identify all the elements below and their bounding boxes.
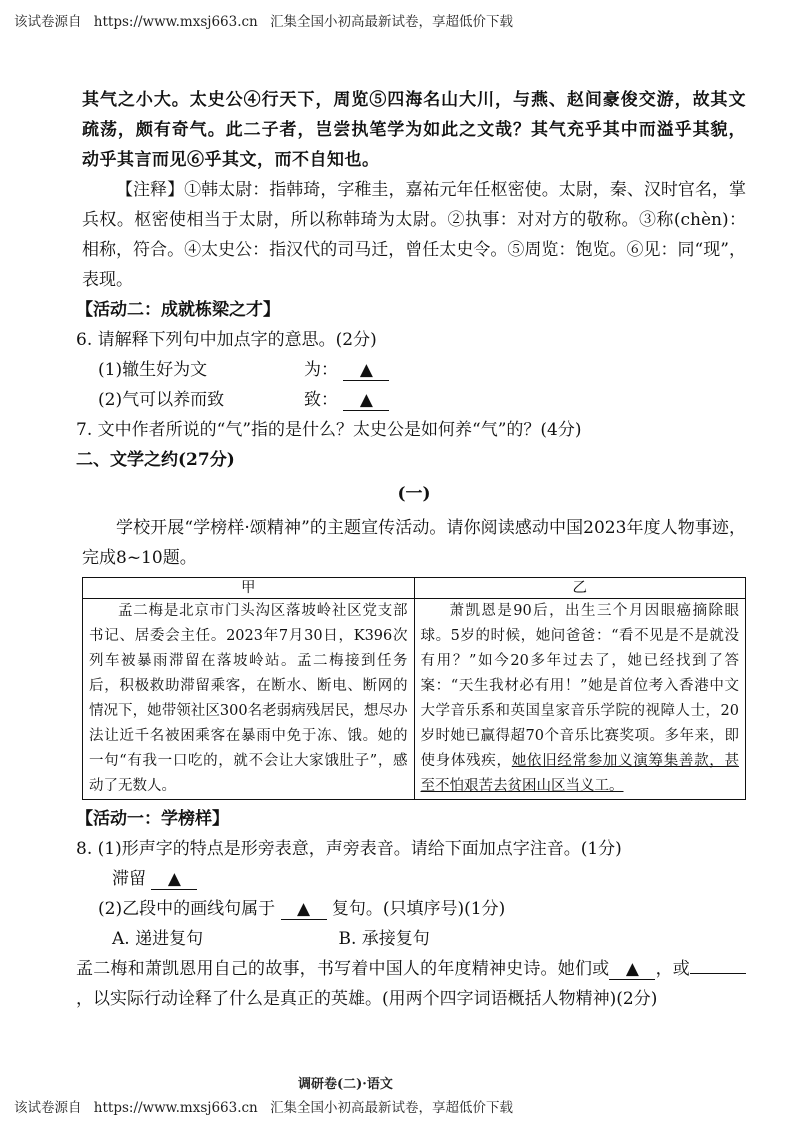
q6-item-1	[82, 355, 746, 385]
watermark-source: 该试卷源自	[14, 14, 82, 30]
table-cell-a: 孟二梅是北京市门头沟区落坡岭社区党支部书记、居委会主任。2023年7月30日，K396次列车被暴雨滞留在落坡岭站。孟二梅接到任务后，积极救助滞留乘客，在断水、断电、断网的情况下，她带领社区300名老弱病残居民，想尽办法让近千名被困乘客在暴雨中免于冻、饿。她的一句“有我一口吃的，就不会让大家饿肚子”，感动了无数人。	[83, 599, 415, 800]
q6-item-1-blank[interactable]: ▲	[343, 360, 389, 381]
watermark-slogan: 汇集全国小初高最新试卷，享超低价下载	[270, 1100, 514, 1116]
q6-item-2-blank[interactable]: ▲	[343, 390, 389, 411]
q6-item-1-word: 为：	[304, 360, 338, 380]
watermark-url[interactable]: https://www.mxsj663.cn	[93, 1100, 258, 1116]
q8-part2	[82, 894, 746, 924]
q8-option-b[interactable]: B. 承接复句	[338, 929, 430, 949]
comparison-table	[82, 577, 746, 800]
page-label: 调研卷(二)·语文	[298, 1077, 393, 1092]
footer-watermark	[14, 1096, 513, 1116]
q9-blank-2[interactable]	[690, 973, 746, 974]
q6-item-2	[82, 385, 746, 415]
underlined-sentence: 她依旧经常参加义演筹集善款，甚至不怕艰苦去贫困山区当义工。	[420, 753, 740, 794]
q9-mid: ，或	[655, 959, 691, 979]
q8-blank-1[interactable]: ▲	[151, 869, 197, 890]
q8-word: 滞留	[112, 869, 146, 889]
q9-text	[76, 954, 746, 1014]
q9-post: ，以实际行动诠释了什么是真正的英雄。(用两个四字词语概括人物精神)(2分)	[76, 989, 658, 1009]
q8-word-row	[82, 864, 746, 894]
q7-stem: 7. 文中作者所说的“气”指的是什么？太史公是如何养“气”的？(4分)	[76, 420, 582, 440]
intro-text: 学校开展“学榜样·颂精神”的主题宣传活动。请你阅读感动中国2023年度人物事迹，完成8~10题。	[82, 518, 746, 568]
activity1-heading: 【活动一：学榜样】	[76, 809, 229, 829]
passage-text: 其气之小大。太史公④行天下，周览⑤四海名山大川，与燕、赵间豪俊交游，故其文疏荡，颇有奇气。此二子者，岂尝执笔学为如此之文哉？其气充乎其中而溢乎其貌，动乎其言而见⑥乎其文，而不自知也。	[82, 90, 746, 170]
header-watermark	[14, 10, 513, 30]
q6-item-2-sentence: (2)气可以养而致	[98, 390, 225, 410]
table-cell-b-text: 萧凯恩是90后，出生三个月因眼癌摘除眼球。5岁的时候，她问爸爸：“看不见是不是就没有用？”如今20多年过去了，她已经找到了答案：“天生我材必有用！”她是首位考入香港中文大学音乐系和英国皇家音乐学院的视障人士，20岁时她已赢得超70个音乐比赛奖项。多年来，即使身体残疾，	[420, 603, 739, 769]
q9-pre: 孟二梅和萧凯恩用自己的故事，书写着中国人的年度精神史诗。她们或	[76, 959, 610, 979]
q6-item-1-sentence: (1)辙生好为文	[98, 360, 208, 380]
q6-item-2-word: 致：	[304, 390, 338, 410]
passage-notes: 【注释】①韩太尉：指韩琦，字稚圭，嘉祐元年任枢密使。太尉，秦、汉时官名，掌兵权。枢密使相当于太尉，所以称韩琦为太尉。②执事：对对方的敬称。③称(chèn)：相称，符合。④太史公：指汉代的司马迁，曾任太史令。⑤周览：饱览。⑥见：同“现”，表现。	[82, 180, 746, 290]
watermark-source: 该试卷源自	[14, 1100, 82, 1116]
q8-blank-2[interactable]: ▲	[281, 899, 327, 920]
q8-options	[82, 924, 746, 954]
q8-part1: 8. (1)形声字的特点是形旁表意，声旁表音。请给下面加点字注音。(1分)	[76, 839, 622, 859]
watermark-url[interactable]: https://www.mxsj663.cn	[93, 14, 258, 30]
exam-content	[76, 85, 746, 1014]
watermark-slogan: 汇集全国小初高最新试卷，享超低价下载	[270, 14, 514, 30]
q8-part2-post: 复句。(只填序号)(1分)	[331, 899, 506, 919]
activity2-heading: 【活动二：成就栋梁之才】	[76, 300, 280, 320]
table-head-b: 乙	[414, 578, 746, 599]
q6-stem: 6. 请解释下列句中加点字的意思。(2分)	[76, 330, 377, 350]
table-cell-b	[414, 599, 746, 800]
q9-blank-1[interactable]: ▲	[609, 959, 655, 980]
q8-part2-pre: (2)乙段中的画线句属于	[98, 899, 276, 919]
part1-title: (一)	[397, 484, 431, 504]
section2-heading: 二、文学之约(27分)	[76, 450, 235, 470]
q8-option-a[interactable]: A. 递进复句	[112, 929, 204, 949]
table-head-a: 甲	[83, 578, 415, 599]
